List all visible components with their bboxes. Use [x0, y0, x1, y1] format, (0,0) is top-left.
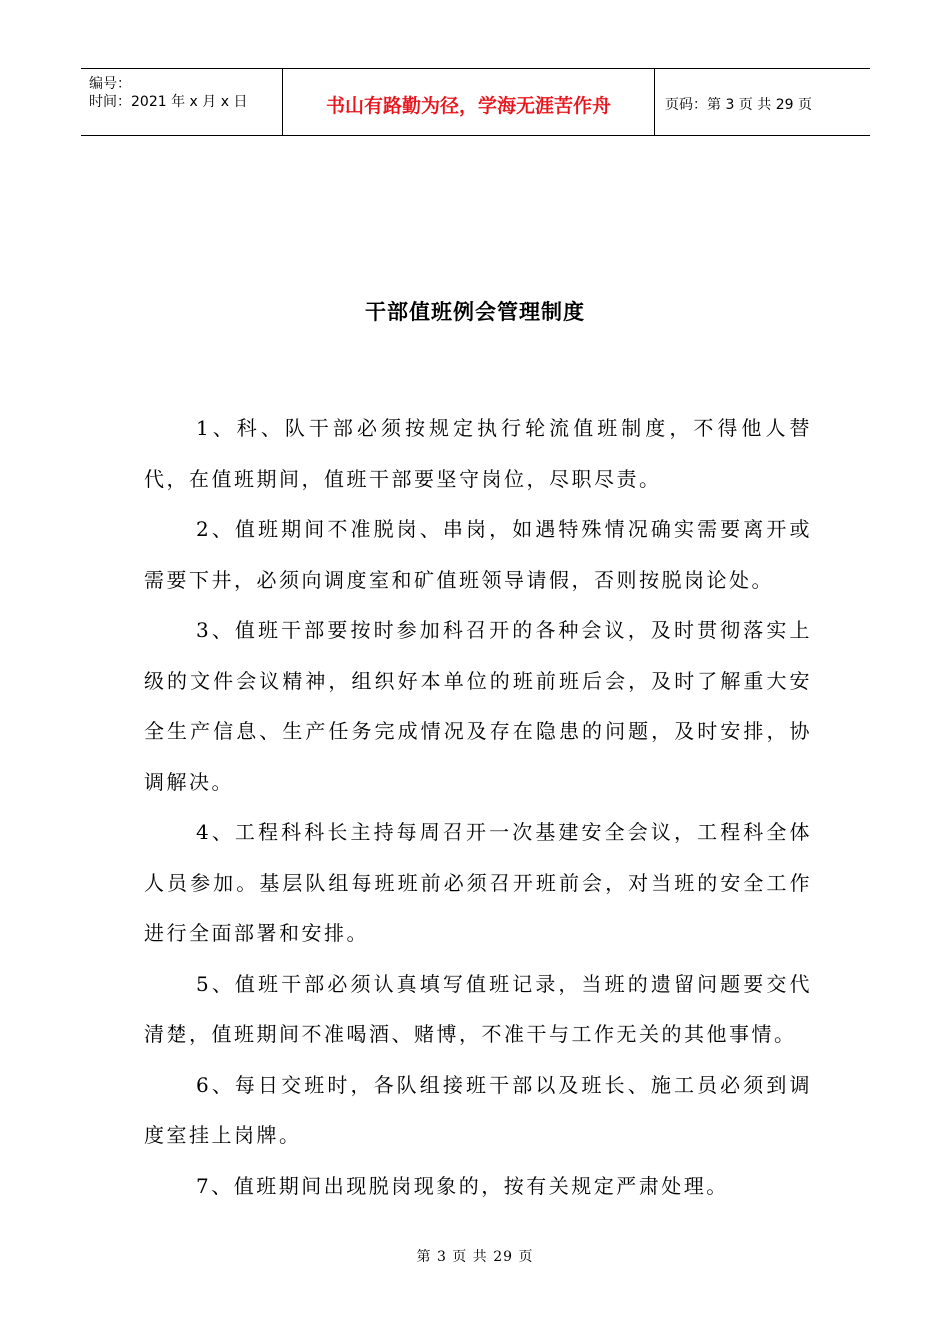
- rule-paragraph-5: 5、值班干部必须认真填写值班记录，当班的遗留问题要交代清楚，值班期间不准喝酒、赌博，不准干与工作无关的其他事情。: [144, 971, 812, 1046]
- rule-paragraph-6: 6、每日交班时，各队组接班干部以及班长、施工员必须到调度室挂上岗牌。: [144, 1072, 812, 1147]
- rule-paragraph-4: 4、工程科科长主持每周召开一次基建安全会议，工程科全体人员参加。基层队组每班班前必须召开班前会，对当班的安全工作进行全面部署和安排。: [144, 820, 812, 945]
- header-meta: [81, 69, 283, 135]
- document-date-label: 时间：2021 年 x 月 x 日: [89, 94, 248, 110]
- document-body: [144, 403, 812, 1211]
- header-motto: 书山有路勤为径，学海无涯苦作舟: [283, 69, 655, 135]
- rule-paragraph-7: 7、值班期间出现脱岗现象的，按有关规定严肃处理。: [196, 1173, 729, 1198]
- rule-paragraph-3: 3、值班干部要按时参加科召开的各种会议，及时贯彻落实上级的文件会议精神，组织好本单位的班前班后会，及时了解重大安全生产信息、生产任务完成情况及存在隐患的问题，及时安排，协调解决。: [144, 618, 812, 794]
- rule-paragraph-1: 1、科、队干部必须按规定执行轮流值班制度，不得他人替代，在值班期间，值班干部要坚守岗位，尽职尽责。: [144, 416, 812, 491]
- page-footer: 第 3 页 共 29 页: [416, 1249, 534, 1265]
- document-title: 干部值班例会管理制度: [365, 300, 585, 324]
- page-header: [81, 68, 870, 136]
- header-page-count: 页码：第 3 页 共 29 页: [665, 97, 812, 113]
- rule-paragraph-2: 2、值班期间不准脱岗、串岗，如遇特殊情况确实需要离开或需要下井，必须向调度室和矿值班领导请假，否则按脱岗论处。: [144, 517, 812, 592]
- document-number-label: 编号：: [89, 76, 131, 92]
